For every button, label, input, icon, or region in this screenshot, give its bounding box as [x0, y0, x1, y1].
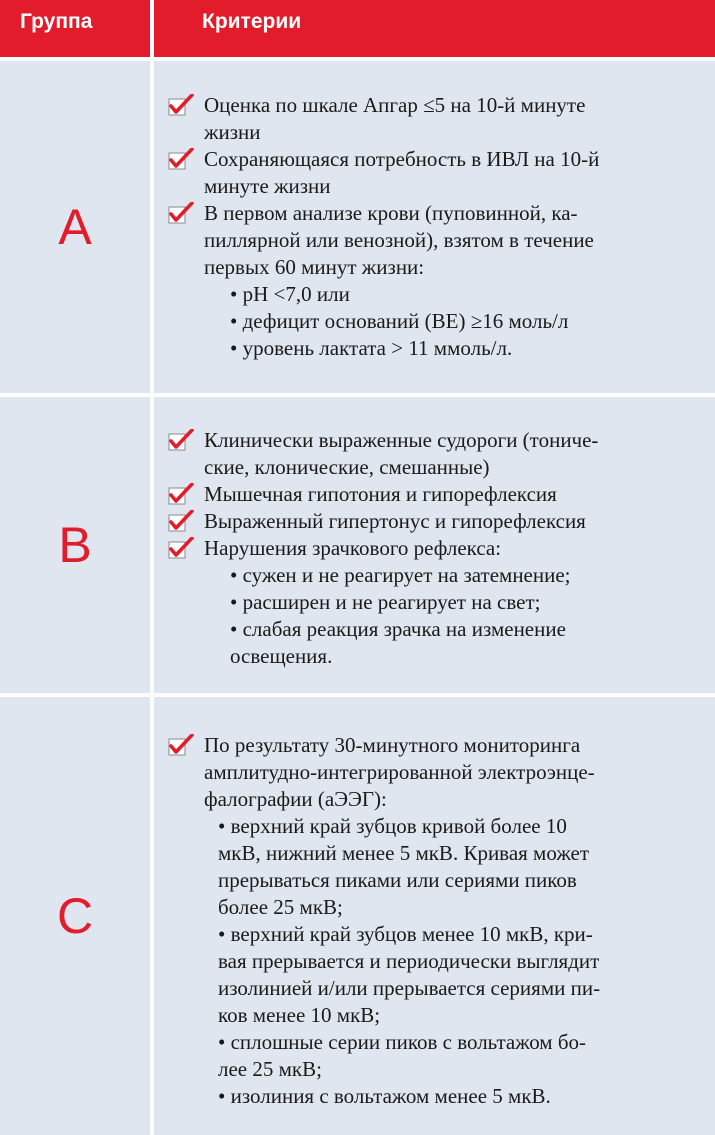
group-letter: B [58, 517, 92, 573]
criterion-item [168, 427, 707, 481]
criterion-line: Сохраняющаяся потребность в ИВЛ на 10-й [204, 147, 600, 171]
bullet-line: • изолиния с вольтажом менее 5 мкВ. [218, 1084, 551, 1108]
bullet-line: лее 25 мкВ; [218, 1057, 322, 1081]
bullet-line: вая прерывается и периодически выглядит [218, 949, 600, 973]
criterion-line: В первом анализе крови (пуповинной, ка- [204, 201, 578, 225]
bullet-line: мкВ, нижний менее 5 мкВ. Кривая может [218, 841, 590, 865]
checkbox-checked-icon [168, 483, 194, 505]
criterion-item [168, 146, 707, 200]
row-b [0, 397, 715, 693]
criterion-line: По результату 30-минутного мониторинга [204, 733, 581, 757]
criterion-line: минуте жизни [204, 174, 331, 198]
header-group: Группа [0, 0, 150, 57]
criterion-line: пиллярной или венозной), взятом в течение [204, 228, 594, 252]
bullet-line: • верхний край зубцов менее 10 мкВ, кри- [218, 922, 593, 946]
group-letter: A [58, 199, 92, 255]
checkbox-checked-icon [168, 510, 194, 532]
checkbox-checked-icon [168, 202, 194, 224]
bullet-line: • уровень лактата > 11 ммоль/л. [230, 336, 513, 360]
group-cell-c [0, 697, 150, 1135]
checkbox-checked-icon [168, 148, 194, 170]
criterion-line: ские, клонические, смешанные) [204, 455, 490, 479]
criterion-item [168, 508, 707, 535]
bullet-line: более 25 мкВ; [218, 895, 343, 919]
bullet-line: • дефицит оснований (ВЕ) ≥16 моль/л [230, 309, 569, 333]
criterion-item [168, 200, 707, 281]
table-header [0, 0, 715, 57]
criterion-line: первых 60 минут жизни: [204, 255, 425, 279]
group-letter: C [56, 888, 94, 944]
bullet-line: • рН <7,0 или [230, 282, 350, 306]
bullet-line: • сплошные серии пиков с вольтажом бо- [218, 1030, 587, 1054]
criterion-item [168, 481, 707, 508]
bullet-line: • расширен и не реагирует на свет; [230, 590, 541, 614]
row-c [0, 697, 715, 1135]
bullet-line: • сужен и не реагирует на затемнение; [230, 563, 571, 587]
criterion-line: жизни [204, 120, 261, 144]
group-cell-b [0, 397, 150, 693]
criterion-line: Мышечная гипотония и гипорефлексия [204, 482, 557, 506]
criterion-item [168, 92, 707, 146]
criterion-item [168, 535, 707, 562]
criterion-line: Выраженный гипертонус и гипорефлексия [204, 509, 586, 533]
checkbox-checked-icon [168, 94, 194, 116]
criteria-cell-c [154, 697, 715, 1135]
criterion-line: Нарушения зрачкового рефлекса: [204, 536, 502, 560]
bullet-line: освещения. [230, 644, 333, 668]
criteria-cell-a [154, 61, 715, 393]
checkbox-checked-icon [168, 537, 194, 559]
group-cell-a [0, 61, 150, 393]
criteria-cell-b [154, 397, 715, 693]
bullet-line: • верхний край зубцов кривой более 10 [218, 814, 567, 838]
checkbox-checked-icon [168, 429, 194, 451]
criterion-line: Оценка по шкале Апгар ≤5 на 10-й минуте [204, 93, 586, 117]
criterion-item [168, 732, 707, 813]
criterion-line: амплитудно-интегрированной электроэнце- [204, 760, 595, 784]
criterion-line: Клинически выраженные судороги (тониче- [204, 428, 599, 452]
criterion-line: фалографии (аЭЭГ): [204, 787, 387, 811]
bullet-line: прерываться пиками или сериями пиков [218, 868, 577, 892]
bullet-line: изолинией и/или прерывается сериями пи- [218, 976, 601, 1000]
bullet-line: ков менее 10 мкВ; [218, 1003, 381, 1027]
header-criteria: Критерии [154, 0, 715, 57]
bullet-line: • слабая реакция зрачка на изменение [230, 617, 566, 641]
checkbox-checked-icon [168, 734, 194, 756]
row-a [0, 61, 715, 393]
